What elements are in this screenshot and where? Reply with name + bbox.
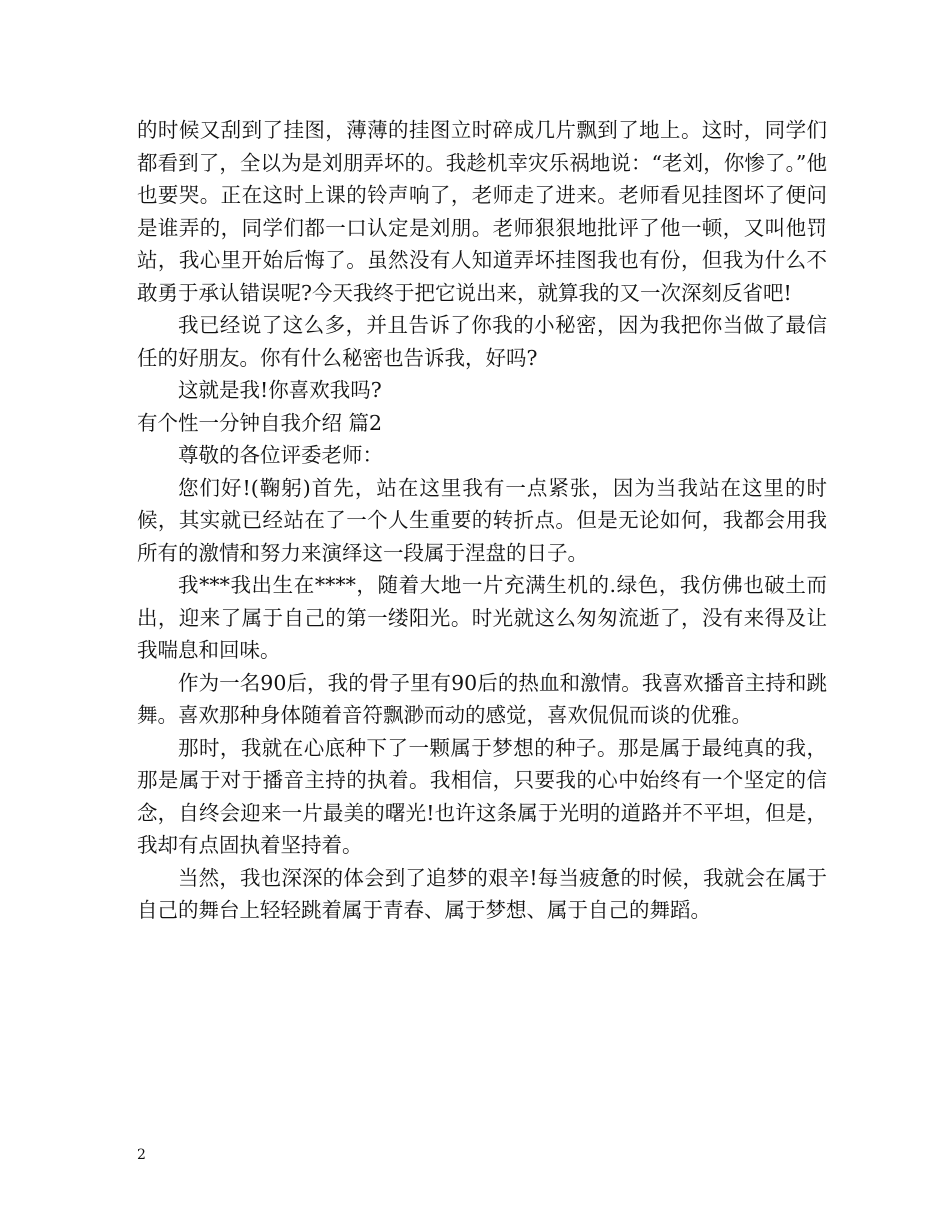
paragraph-greeting: 您们好!(鞠躬)首先，站在这里我有一点紧张，因为当我站在这里的时候，其实就已经站在了一个人生重要的转折点。但是无论如何，我都会用我所有的激情和努力来演绎这一段属于涅盘的日子。 (137, 475, 827, 565)
paragraph-hardship: 当然，我也深深的体会到了追梦的艰辛!每当疲惫的时候，我就会在属于自己的舞台上轻轻跳着属于青春、属于梦想、属于自己的舞蹈。 (137, 865, 827, 922)
paragraph-continuation: 的时候又刮到了挂图，薄薄的挂图立时碎成几片飘到了地上。这时，同学们都看到了，全以为是刘朋弄坏的。我趁机幸灾乐祸地说：“老刘，你惨了。”他也要哭。正在这时上课的铃声响了，老师走了进来。老师看见挂图坏了便问是谁弄的，同学们都一口认定是刘朋。老师狠狠地批评了他一顿，又叫他罚站，我心里开始后悔了。虽然没有人知道弄坏挂图我也有份，但我为什么不敢勇于承认错误呢?今天我终于把它说出来，就算我的又一次深刻反省吧! (137, 118, 827, 305)
paragraph-dream: 那时，我就在心底种下了一颗属于梦想的种子。那是属于最纯真的我，那是属于对于播音主持的执着。我相信，只要我的心中始终有一个坚定的信念，自终会迎来一片最美的曙光!也许这条属于光明的道路并不平坦，但是，我却有点固执着坚持着。 (137, 735, 827, 857)
page-number: 2 (137, 1147, 146, 1163)
section-heading: 有个性一分钟自我介绍 篇2 (137, 410, 383, 435)
paragraph-hobbies: 作为一名90后，我的骨子里有90后的热血和激情。我喜欢播音主持和跳舞。喜欢那种身体随着音符飘渺而动的感觉，喜欢侃侃而谈的优雅。 (137, 670, 827, 727)
paragraph-question: 这就是我!你喜欢我吗? (178, 378, 382, 402)
body-text (137, 114, 827, 927)
paragraph-secret: 我已经说了这么多，并且告诉了你我的小秘密，因为我把你当做了最信任的好朋友。你有什么秘密也告诉我，好吗? (137, 313, 827, 370)
paragraph-birth: 我***我出生在****，随着大地一片充满生机的.绿色，我仿佛也破土而出，迎来了属于自己的第一缕阳光。时光就这么匆匆流逝了，没有来得及让我喘息和回味。 (137, 573, 827, 662)
paragraph-salutation: 尊敬的各位评委老师： (178, 443, 383, 467)
